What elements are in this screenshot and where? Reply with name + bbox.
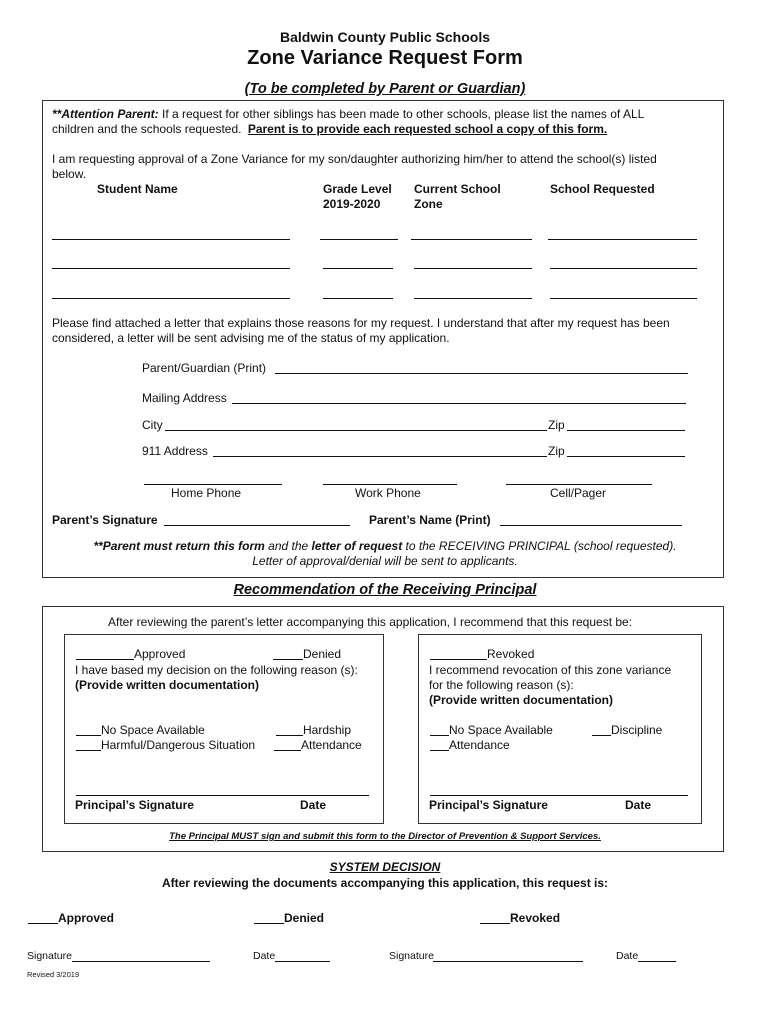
current-school-field-1[interactable] (411, 239, 532, 240)
mailing-address-label: Mailing Address (142, 391, 227, 405)
left-date-label: Date (300, 798, 327, 812)
return-note-to: to the RECEIVING PRINCIPAL (school requested). (402, 539, 677, 553)
right-reason-line-1: I recommend revocation of this zone variance (429, 663, 672, 677)
grade-field-3[interactable] (323, 298, 393, 299)
attendance-blank-left[interactable] (274, 750, 301, 751)
no-space-label-right: No Space Available (449, 723, 553, 737)
revoked-label: Revoked (487, 647, 535, 661)
system-revoked-blank[interactable] (480, 923, 510, 924)
column-student-name: Student Name (97, 182, 178, 196)
left-signature-line[interactable] (76, 795, 369, 796)
attention-text: If a request for other siblings has been made to other schools, please list the names of ALL (158, 107, 645, 121)
principal-intro: After reviewing the parent’s letter accompanying this application, I recommend that this request be: (108, 615, 633, 629)
home-phone-label: Home Phone (171, 486, 242, 500)
system-date-field-2[interactable] (638, 961, 676, 962)
harmful-blank[interactable] (76, 750, 101, 751)
system-denied-label: Denied (284, 911, 325, 925)
school-requested-field-2[interactable] (550, 268, 697, 269)
system-decision-intro: After reviewing the documents accompanying this application, this request is: (161, 876, 609, 890)
right-reason-line-2: for the following reason (s): (429, 678, 574, 692)
parent-name-label: Parent’s Name (Print) (369, 513, 491, 527)
request-line-2: below. (52, 167, 87, 181)
return-note-letter: letter of request (311, 539, 403, 553)
column-grade-level: Grade Level (323, 182, 392, 196)
home-phone-field[interactable] (144, 484, 282, 485)
return-note-line-2: Letter of approval/denial will be sent to applicants. (252, 554, 518, 568)
left-documentation: (Provide written documentation) (75, 678, 260, 692)
right-documentation: (Provide written documentation) (429, 693, 614, 707)
attention-label: **Attention Parent: (52, 107, 159, 121)
work-phone-label: Work Phone (355, 486, 421, 500)
column-grade-year: 2019-2020 (323, 197, 381, 211)
city-label: City (142, 418, 163, 432)
zip-field-1[interactable] (567, 430, 685, 431)
request-line-1: I am requesting approval of a Zone Variance for my son/daughter authorizing him/her to attend the school(s) listed (52, 152, 657, 166)
parent-guardian-field[interactable] (275, 373, 688, 374)
parent-signature-label: Parent’s Signature (52, 513, 158, 527)
right-date-label: Date (625, 798, 652, 812)
zip-field-2[interactable] (567, 456, 685, 457)
attention-emphasis: Parent is to provide each requested school a copy of this form. (247, 122, 608, 136)
parent-guardian-label: Parent/Guardian (Print) (142, 361, 267, 375)
discipline-blank[interactable] (592, 735, 611, 736)
system-approved-blank[interactable] (28, 923, 58, 924)
revoked-blank[interactable] (430, 659, 487, 660)
left-reason-line: I have based my decision on the following reason (s): (75, 663, 358, 677)
work-phone-field[interactable] (323, 484, 457, 485)
parent-signature-field[interactable] (164, 525, 350, 526)
city-field[interactable] (165, 430, 547, 431)
system-date-label-1: Date (253, 950, 276, 962)
attention-text-2: children and the schools requested. (52, 122, 242, 136)
return-note-bold: **Parent must return this form (93, 539, 265, 553)
denied-label: Denied (303, 647, 342, 661)
form-subtitle: (To be completed by Parent or Guardian) (244, 81, 526, 97)
system-date-field-1[interactable] (275, 961, 330, 962)
attention-line-2 (52, 122, 607, 136)
letter-line-2: considered, a letter will be sent advising me of the status of my application. (52, 331, 450, 345)
letter-line-1: Please find attached a letter that explains those reasons for my request. I understand that after my request has been (52, 316, 670, 330)
attendance-blank-right[interactable] (430, 750, 449, 751)
cell-pager-field[interactable] (506, 484, 652, 485)
address-911-label: 911 Address (142, 444, 208, 458)
harmful-label: Harmful/Dangerous Situation (101, 738, 256, 752)
discipline-label: Discipline (611, 723, 663, 737)
system-revoked-label: Revoked (510, 911, 561, 925)
hardship-label: Hardship (303, 723, 352, 737)
left-signature-label: Principal’s Signature (75, 798, 194, 812)
column-current-zone: Zone (414, 197, 443, 211)
student-name-field-3[interactable] (52, 298, 290, 299)
no-space-blank-left[interactable] (76, 735, 101, 736)
grade-field-1[interactable] (320, 239, 398, 240)
denied-blank[interactable] (273, 659, 303, 660)
system-signature-label-1: Signature (27, 950, 72, 962)
principal-heading: Recommendation of the Receiving Principal (233, 582, 537, 598)
attendance-label-left: Attendance (301, 738, 362, 752)
return-note-and: and the (264, 539, 312, 553)
current-school-field-3[interactable] (414, 298, 532, 299)
right-signature-label: Principal’s Signature (429, 798, 548, 812)
cell-pager-label: Cell/Pager (550, 486, 607, 500)
student-name-field-2[interactable] (52, 268, 290, 269)
zip-label-2: Zip (548, 444, 565, 458)
column-current-school: Current School (414, 182, 501, 196)
no-space-blank-right[interactable] (430, 735, 449, 736)
grade-field-2[interactable] (323, 268, 393, 269)
district-name: Baldwin County Public Schools (279, 29, 490, 45)
attention-line-1 (52, 107, 644, 121)
current-school-field-2[interactable] (414, 268, 532, 269)
no-space-label-left: No Space Available (101, 723, 205, 737)
system-date-label-2: Date (616, 950, 639, 962)
system-decision-heading: SYSTEM DECISION (329, 860, 441, 874)
parent-name-field[interactable] (500, 525, 682, 526)
approved-blank[interactable] (76, 659, 134, 660)
system-signature-field-1[interactable] (72, 961, 210, 962)
student-name-field-1[interactable] (52, 239, 290, 240)
column-school-requested: School Requested (550, 182, 655, 196)
address-911-field[interactable] (213, 456, 547, 457)
system-signature-field-2[interactable] (433, 961, 583, 962)
right-signature-line[interactable] (430, 795, 688, 796)
approved-label: Approved (134, 647, 186, 661)
system-approved-label: Approved (58, 911, 115, 925)
principal-must-sign: The Principal MUST sign and submit this form to the Director of Prevention & Support Services. (169, 831, 601, 842)
school-requested-field-1[interactable] (548, 239, 697, 240)
revised-date: Revised 3/2019 (27, 970, 80, 979)
hardship-blank[interactable] (276, 735, 303, 736)
form-title: Zone Variance Request Form (247, 47, 523, 69)
return-note-line-1 (0, 539, 770, 553)
zip-label-1: Zip (548, 418, 565, 432)
system-signature-label-2: Signature (389, 950, 434, 962)
school-requested-field-3[interactable] (550, 298, 697, 299)
mailing-address-field[interactable] (232, 403, 686, 404)
system-denied-blank[interactable] (254, 923, 284, 924)
attendance-label-right: Attendance (449, 738, 510, 752)
